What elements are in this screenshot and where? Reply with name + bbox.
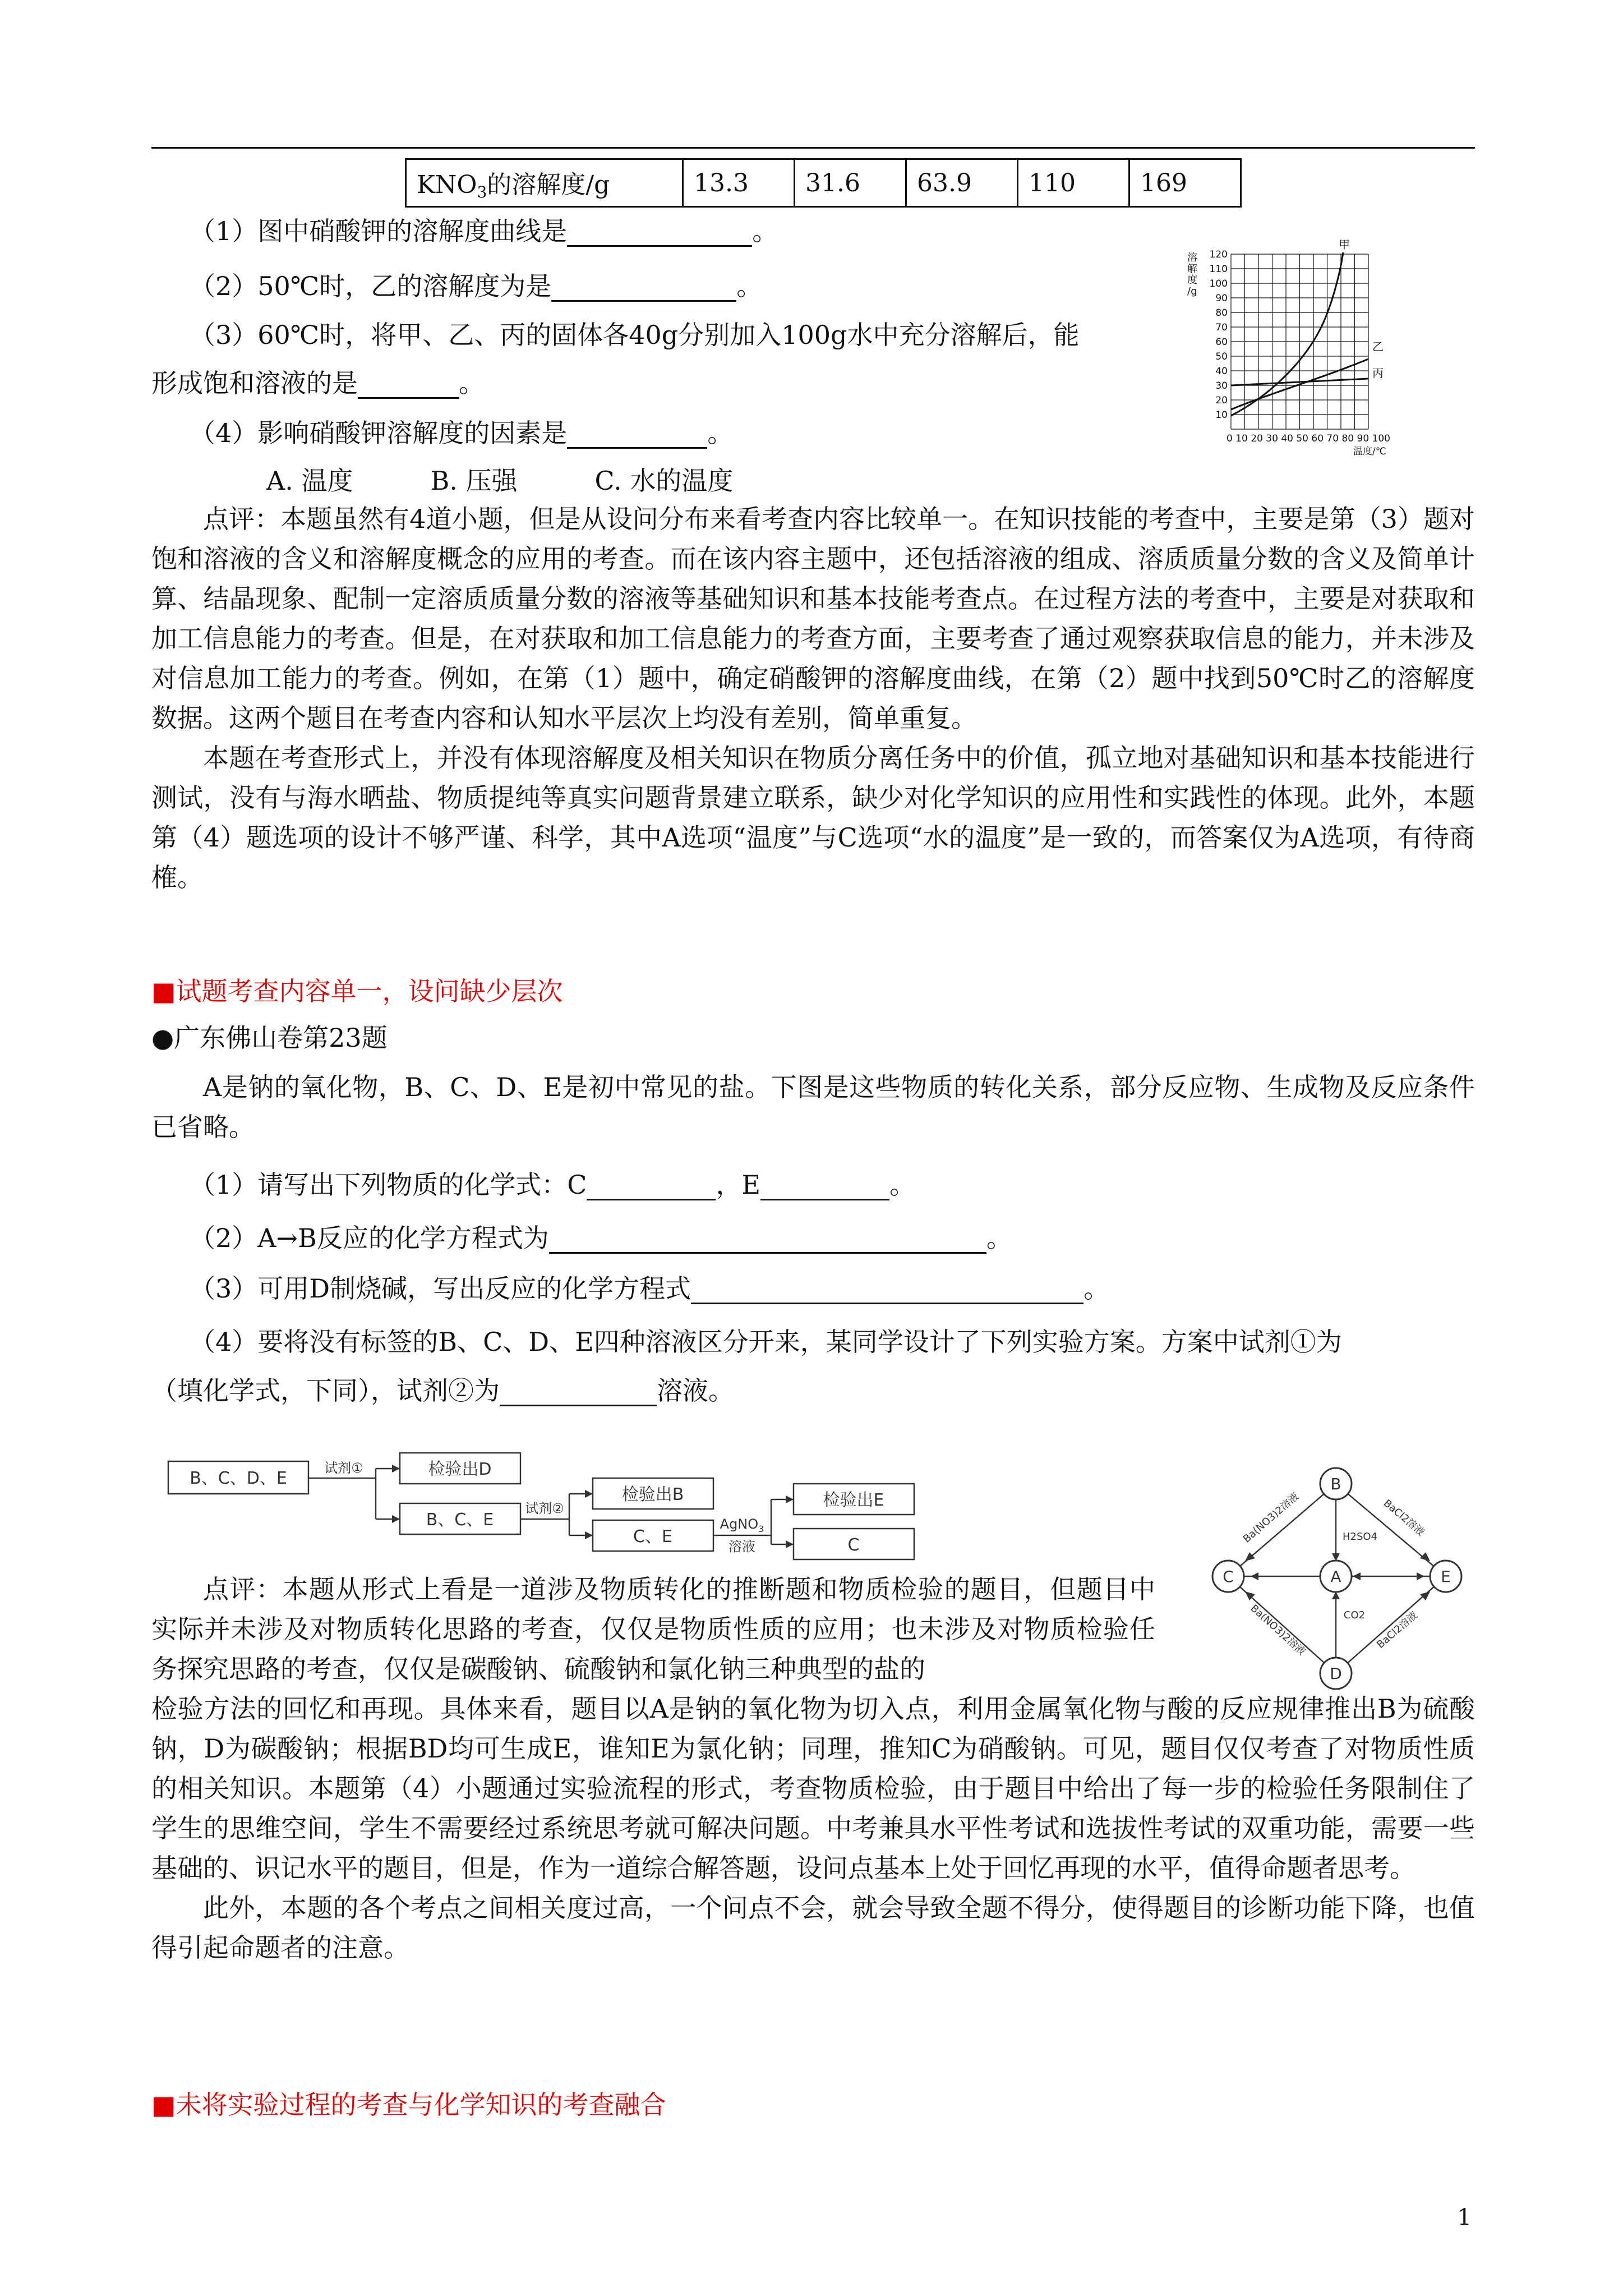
- y-tick-label: 50: [1215, 351, 1228, 362]
- flow-box-label: C: [847, 1535, 860, 1555]
- flow-box-label: 检验出B: [621, 1485, 684, 1504]
- node-label: D: [1330, 1664, 1342, 1683]
- y-axis-label-char: 溶: [1187, 252, 1197, 264]
- question-2-intro: A是钠的氧化物，B、C、D、E是初中常见的盐。下图是这些物质的转化关系，部分反应物、生成物及反应条件已省略。: [151, 1072, 1475, 1142]
- edge-label: BaCl2溶液: [1375, 1609, 1420, 1651]
- answer-blank[interactable]: [551, 275, 736, 302]
- section-heading: ■未将实验过程的考查与化学知识的考查融合: [151, 2090, 666, 2120]
- answer-blank[interactable]: [567, 422, 707, 449]
- question-source: ●广东佛山卷第23题: [151, 1023, 388, 1053]
- table-row-label: $KNO_3$的溶解度/g: [406, 159, 683, 207]
- y-tick-label: 80: [1215, 307, 1228, 319]
- answer-blank[interactable]: [691, 1278, 1083, 1304]
- paragraph: 点评：本题从形式上看是一道涉及物质转化的推断题和物质检验的题目，但题目中实际并未涉及对物质转化思路的考查，仅仅是物质性质的应用；也未涉及对物质检验任务探究思路的考查，仅仅是碳酸钠、硫酸钠和氯化钠三种典型的盐的: [151, 1574, 1155, 1684]
- x-axis-label: 温度/℃: [1353, 446, 1386, 457]
- node-label: C: [1223, 1567, 1234, 1586]
- table-cell: 110: [1018, 159, 1129, 207]
- node-label: B: [1330, 1475, 1341, 1493]
- curve-label-yi: 乙: [1372, 340, 1384, 353]
- experiment-flowchart: [165, 1450, 917, 1562]
- edge-label: Ba(NO3)2溶液: [1248, 1602, 1308, 1658]
- answer-blank[interactable]: [567, 220, 752, 247]
- flow-box-label: B、C、D、E: [190, 1469, 287, 1488]
- curve-jia: [1231, 252, 1343, 416]
- commentary-2: [151, 1689, 1475, 1968]
- table-cell: 63.9: [906, 159, 1018, 207]
- reagent-label: 溶液: [728, 1539, 755, 1554]
- y-tick-label: 10: [1215, 409, 1228, 421]
- answer-blank[interactable]: [587, 1174, 716, 1200]
- commentary-1: [151, 499, 1475, 898]
- paragraph: 此外，本题的各个考点之间相关度过高，一个问点不会，就会导致全题不得分，使得题目的诊断功能下降，也值得引起命题者的注意。: [151, 1893, 1475, 1963]
- y-tick-label: 100: [1209, 278, 1228, 289]
- x-tick-labels: 0 10 20 30 40 50 60 70 80 90 100: [1227, 433, 1390, 444]
- question-2: （2）50℃时，乙的溶解度为是 。: [190, 271, 763, 301]
- table-cell: 169: [1129, 159, 1241, 207]
- edge-label: H2SO4: [1342, 1531, 1378, 1543]
- y-tick-label: 30: [1215, 380, 1228, 392]
- node-label: A: [1330, 1567, 1341, 1586]
- y-tick-label: 70: [1215, 322, 1228, 333]
- answer-blank[interactable]: [358, 372, 459, 399]
- answer-blank[interactable]: [760, 1174, 889, 1200]
- question-1: （1）图中硝酸钾的溶解度曲线是 。: [190, 216, 778, 246]
- question-3: （3）60℃时，将甲、乙、丙的固体各40g分别加入100g水中充分溶解后，能: [190, 320, 1080, 350]
- question-3-cont: 形成饱和溶液的是 。: [151, 368, 485, 398]
- question-4-options: A. 温度 B. 压强 C. 水的温度: [266, 466, 734, 496]
- kno3-solubility-table: [405, 158, 1242, 208]
- reagent-label: 试剂②: [525, 1501, 564, 1516]
- y-tick-label: 90: [1215, 293, 1228, 304]
- question-2-part-1: （1）请写出下列物质的化学式：C ，E 。: [190, 1170, 916, 1200]
- node-label: E: [1441, 1567, 1451, 1586]
- question-2-part-3: （3）可用D制烧碱，写出反应的化学方程式 。: [190, 1273, 1110, 1304]
- paragraph: 检验方法的回忆和再现。具体来看，题目以A是钠的氧化物为切入点，利用金属氧化物与酸的反应规律推出B为硫酸钠，D为碳酸钠；根据BD均可生成E，谁知E为氯化钠；同理，推知C为硝酸钠。可见，题目仅仅考查了对物质性质的相关知识。本题第（4）小题通过实验流程的形式，考查物质检验，由于题目中给出了每一步的检验任务限制住了学生的思维空间，学生不需要经过系统思考就可解决问题。中考兼具水平性考试和选拔性考试的双重功能，需要一些基础的、识记水平的题目，但是，作为一道综合解答题，设问点基本上处于回忆再现的水平，值得命题者思考。: [151, 1694, 1475, 1883]
- conversion-network-diagram: [1206, 1461, 1469, 1697]
- y-tick-label: 60: [1215, 337, 1228, 348]
- curve-label-jia: 甲: [1339, 238, 1350, 251]
- y-tick-label: 40: [1215, 366, 1228, 377]
- y-tick-label: 110: [1209, 264, 1228, 275]
- reagent-label: 试剂①: [324, 1460, 363, 1476]
- flow-box-label: 检验出E: [823, 1490, 884, 1510]
- commentary-2-intro: [151, 1570, 1155, 1689]
- edge-label: CO2: [1343, 1609, 1366, 1621]
- table-cell: 13.3: [683, 159, 795, 207]
- question-2-part-2: （2）A→B反应的化学方程式为 。: [190, 1223, 1012, 1253]
- flow-box-label: B、C、E: [426, 1510, 494, 1530]
- reagent-label: AgNO$_3$: [720, 1516, 764, 1534]
- table-cell: 31.6: [795, 159, 906, 207]
- question-2-part-4: （4）要将没有标签的B、C、D、E四种溶液区分开来，某同学设计了下列实验方案。方案中试剂①为: [190, 1327, 1342, 1357]
- edge-label: Ba(NO3)2溶液: [1241, 1490, 1302, 1545]
- edge-label: BaCl2溶液: [1381, 1497, 1427, 1539]
- y-axis-label-char: /g: [1187, 286, 1197, 297]
- solubility-curve-figure: [1175, 238, 1422, 474]
- question-4: （4）影响硝酸钾溶解度的因素是 。: [190, 418, 734, 448]
- answer-blank[interactable]: [500, 1380, 657, 1406]
- flow-box-label: C、E: [633, 1527, 672, 1547]
- paragraph: 点评：本题虽然有4道小题，但是从设问分布来看考查内容比较单一。在知识技能的考查中，主要是第（3）题对饱和溶液的含义和溶解度概念的应用的考查。而在该内容主题中，还包括溶液的组成、溶质质量分数的含义及简单计算、结晶现象、配制一定溶质质量分数的溶液等基础知识和基本技能考查点。在过程方法的考查中，主要是对获取和加工信息能力的考查。但是，在对获取和加工信息能力的考查方面，主要考查了通过观察获取信息的能力，并未涉及对信息加工能力的考查。例如，在第（1）题中，确定硝酸钾的溶解度曲线，在第（2）题中找到50℃时乙的溶解度数据。这两个题目在考查内容和认知水平层次上均没有差别，简单重复。: [151, 504, 1475, 733]
- flow-box-label: 检验出D: [428, 1460, 492, 1479]
- paragraph: 本题在考查形式上，并没有体现溶解度及相关知识在物质分离任务中的价值，孤立地对基础知识和基本技能进行测试，没有与海水晒盐、物质提纯等真实问题背景建立联系，缺少对化学知识的应用性和实践性的体现。此外，本题第（4）题选项的设计不够严谨、科学，其中A选项“温度”与C选项“水的温度”是一致的，而答案仅为A选项，有待商榷。: [151, 743, 1475, 892]
- section-heading: ■试题考查内容单一，设问缺少层次: [151, 976, 563, 1006]
- y-axis-label-char: 度: [1187, 274, 1197, 286]
- page-number: 1: [1457, 2205, 1472, 2230]
- curve-label-bing: 丙: [1372, 366, 1384, 380]
- y-tick-label: 120: [1209, 249, 1228, 260]
- header-rule: [151, 147, 1475, 149]
- y-axis-label-char: 解: [1187, 263, 1197, 275]
- question-2-part-4-cont: （填化学式，下同），试剂②为 溶液。: [151, 1375, 734, 1406]
- y-tick-label: 20: [1215, 395, 1228, 406]
- answer-blank[interactable]: [549, 1227, 986, 1254]
- table-row: [406, 159, 1241, 207]
